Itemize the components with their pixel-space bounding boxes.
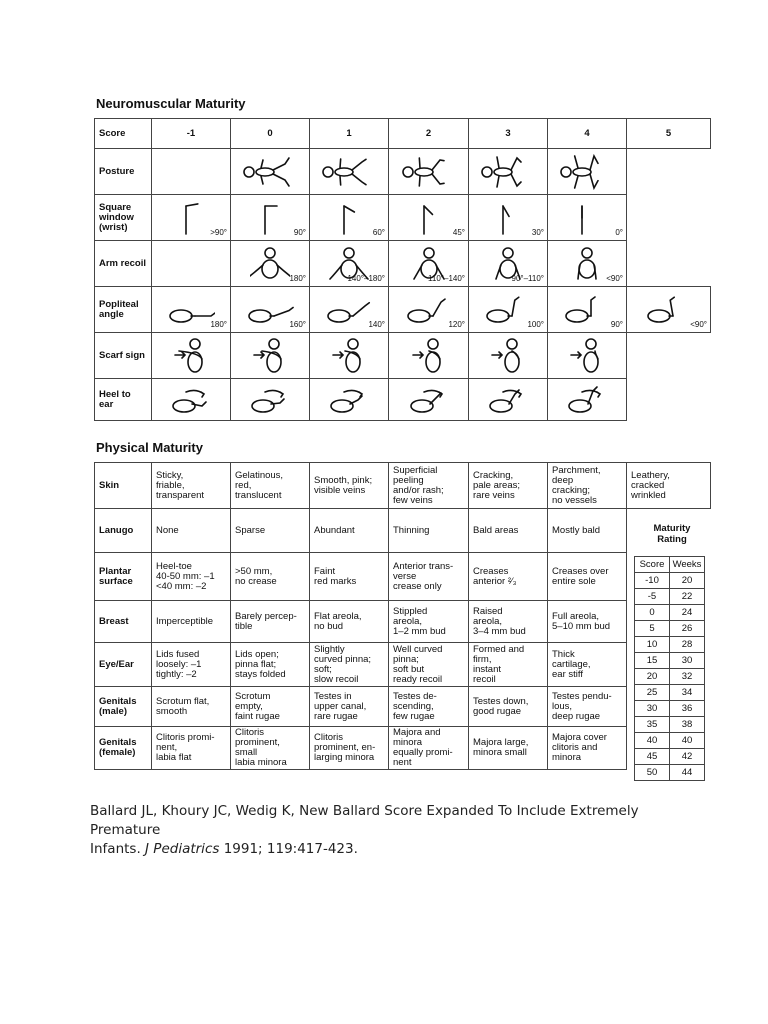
row-label: Popliteal angle xyxy=(95,287,152,333)
row-label: Lanugo xyxy=(95,509,152,553)
angle-label: 180° xyxy=(210,320,227,329)
posture-figure-icon xyxy=(239,154,301,190)
maturity-score: 30 xyxy=(635,701,670,717)
lanugo-cell: Sparse xyxy=(231,509,310,553)
citation-ref: 1991; 119:417-423. xyxy=(219,841,358,857)
maturity-weeks: 30 xyxy=(670,653,705,669)
citation xyxy=(90,802,730,859)
row-plantar-surface xyxy=(95,553,711,601)
genitals-male-cell: Testes de- scending, few rugae xyxy=(389,687,469,727)
maturity-row xyxy=(635,573,705,589)
maturity-score: -5 xyxy=(635,589,670,605)
scarf-sign-figure-icon xyxy=(486,337,530,375)
angle-label: 120° xyxy=(448,320,465,329)
scarf-sign-figure-icon xyxy=(327,337,371,375)
angle-label: 160° xyxy=(289,320,306,329)
popliteal-angle-cell xyxy=(231,287,310,333)
maturity-row xyxy=(635,653,705,669)
posture-figure-icon xyxy=(556,154,618,190)
angle-label: 30° xyxy=(531,228,544,237)
popliteal-angle-figure-icon xyxy=(645,294,693,326)
arm-recoil-cell xyxy=(152,241,231,287)
square-window-cell xyxy=(152,195,231,241)
breast-cell: Stippled areola, 1–2 mm bud xyxy=(389,601,469,643)
row-label: Heel to ear xyxy=(95,379,152,421)
row-lanugo xyxy=(95,509,711,553)
maturity-weeks: 26 xyxy=(670,621,705,637)
maturity-score: 40 xyxy=(635,733,670,749)
popliteal-angle-cell xyxy=(310,287,389,333)
plantar-surface-cell: Creases anterior ²⁄₃ xyxy=(469,553,548,601)
maturity-header-row xyxy=(635,557,705,573)
angle-label: 140°–180° xyxy=(347,274,385,283)
popliteal-angle-figure-icon xyxy=(167,294,215,326)
heel-to-ear-figure-icon xyxy=(247,384,293,416)
eye-ear-cell: Slightly curved pinna; soft; slow recoil xyxy=(310,643,389,687)
maturity-score: 5 xyxy=(635,621,670,637)
angle-label: >90° xyxy=(210,228,227,237)
breast-cell: Barely percep- tible xyxy=(231,601,310,643)
maturity-weeks: 34 xyxy=(670,685,705,701)
angle-label: 180° xyxy=(289,274,306,283)
row-label: Genitals (male) xyxy=(95,687,152,727)
heel-to-ear-figure-icon xyxy=(326,384,372,416)
maturity-rating-title: Maturity Rating xyxy=(653,523,691,545)
plantar-surface-cell: Anterior trans- verse crease only xyxy=(389,553,469,601)
scarf-sign-cell xyxy=(469,333,548,379)
square-window-cell xyxy=(469,195,548,241)
maturity-weeks: 28 xyxy=(670,637,705,653)
maturity-weeks: 42 xyxy=(670,749,705,765)
scarf-sign-figure-icon xyxy=(248,337,292,375)
maturity-weeks: 44 xyxy=(670,765,705,781)
arm-recoil-cell xyxy=(627,241,711,287)
row-label: Arm recoil xyxy=(95,241,152,287)
square-window-cell xyxy=(389,195,469,241)
genitals-female-cell: Majora cover clitoris and minora xyxy=(548,727,627,770)
heel-to-ear-figure-icon xyxy=(485,384,531,416)
maturity-rating-table xyxy=(634,556,705,781)
maturity-row xyxy=(635,765,705,781)
skin-cell: Parchment, deep cracking; no vessels xyxy=(548,463,627,509)
maturity-score: -10 xyxy=(635,573,670,589)
scarf-sign-cell xyxy=(548,333,627,379)
row-eye-ear xyxy=(95,643,711,687)
maturity-weeks: 32 xyxy=(670,669,705,685)
heel-to-ear-figure-icon xyxy=(564,384,610,416)
posture-figure-icon xyxy=(318,154,380,190)
heel-to-ear-cell xyxy=(152,379,231,421)
maturity-weeks: 24 xyxy=(670,605,705,621)
square-window-cell xyxy=(231,195,310,241)
square-window-figure-icon xyxy=(334,200,364,236)
posture-cell xyxy=(389,149,469,195)
genitals-female-cell: Clitoris prominent, en- larging minora xyxy=(310,727,389,770)
row-skin xyxy=(95,463,711,509)
maturity-score: 10 xyxy=(635,637,670,653)
heel-to-ear-cell xyxy=(231,379,310,421)
arm-recoil-cell xyxy=(231,241,310,287)
row-label: Plantar surface xyxy=(95,553,152,601)
arm-recoil-cell xyxy=(469,241,548,287)
angle-label: 0° xyxy=(615,228,623,237)
scarf-sign-cell xyxy=(389,333,469,379)
lanugo-cell: None xyxy=(152,509,231,553)
plantar-surface-cell: Faint red marks xyxy=(310,553,389,601)
maturity-weeks: 20 xyxy=(670,573,705,589)
maturity-score: 35 xyxy=(635,717,670,733)
neuromuscular-title: Neuromuscular Maturity xyxy=(96,96,246,111)
lanugo-cell: Abundant xyxy=(310,509,389,553)
genitals-male-cell: Scrotum flat, smooth xyxy=(152,687,231,727)
maturity-row xyxy=(635,605,705,621)
genitals-female-cell: Majora and minora equally promi- nent xyxy=(389,727,469,770)
popliteal-angle-figure-icon xyxy=(484,294,532,326)
eye-ear-cell: Formed and firm, instant recoil xyxy=(469,643,548,687)
maturity-row xyxy=(635,621,705,637)
row-label: Square window (wrist) xyxy=(95,195,152,241)
maturity-header: Score xyxy=(635,557,670,573)
genitals-female-cell: Clitoris promi- nent, labia flat xyxy=(152,727,231,770)
heel-to-ear-cell xyxy=(469,379,548,421)
maturity-header: Weeks xyxy=(670,557,705,573)
score-header: 0 xyxy=(231,119,310,149)
maturity-row xyxy=(635,685,705,701)
posture-cell xyxy=(152,149,231,195)
row-breast xyxy=(95,601,711,643)
journal-name: J Pediatrics xyxy=(145,841,220,857)
breast-cell: Flat areola, no bud xyxy=(310,601,389,643)
heel-to-ear-figure-icon xyxy=(168,384,214,416)
maturity-weeks: 22 xyxy=(670,589,705,605)
score-header: 2 xyxy=(389,119,469,149)
physical-title: Physical Maturity xyxy=(96,440,203,455)
maturity-score: 25 xyxy=(635,685,670,701)
row-label: Breast xyxy=(95,601,152,643)
angle-label: 90°–110° xyxy=(511,274,544,283)
popliteal-angle-cell xyxy=(469,287,548,333)
maturity-score: 20 xyxy=(635,669,670,685)
posture-cell xyxy=(548,149,627,195)
score-header-row xyxy=(95,119,711,149)
breast-cell: Full areola, 5–10 mm bud xyxy=(548,601,627,643)
plantar-surface-cell: >50 mm, no crease xyxy=(231,553,310,601)
row-arm-recoil xyxy=(95,241,711,287)
square-window-figure-icon xyxy=(572,200,602,236)
angle-label: 100° xyxy=(527,320,544,329)
genitals-female-cell: Clitoris prominent, small labia minora xyxy=(231,727,310,770)
row-popliteal-angle xyxy=(95,287,711,333)
popliteal-angle-figure-icon xyxy=(325,294,373,326)
row-posture xyxy=(95,149,711,195)
plantar-surface-cell: Heel-toe 40-50 mm: –1 <40 mm: –2 xyxy=(152,553,231,601)
square-window-cell xyxy=(310,195,389,241)
eye-ear-cell: Lids open; pinna flat; stays folded xyxy=(231,643,310,687)
maturity-weeks: 40 xyxy=(670,733,705,749)
popliteal-angle-figure-icon xyxy=(563,294,611,326)
maturity-row xyxy=(635,733,705,749)
score-header: 1 xyxy=(310,119,389,149)
popliteal-angle-cell xyxy=(152,287,231,333)
scarf-sign-cell xyxy=(231,333,310,379)
row-label: Genitals (female) xyxy=(95,727,152,770)
skin-cell: Sticky, friable, transparent xyxy=(152,463,231,509)
maturity-score: 15 xyxy=(635,653,670,669)
maturity-weeks: 38 xyxy=(670,717,705,733)
maturity-score: 50 xyxy=(635,765,670,781)
lanugo-cell: Mostly bald xyxy=(548,509,627,553)
maturity-row xyxy=(635,637,705,653)
heel-to-ear-cell xyxy=(389,379,469,421)
eye-ear-cell: Lids fused loosely: –1 tightly: –2 xyxy=(152,643,231,687)
breast-cell: Raised areola, 3–4 mm bud xyxy=(469,601,548,643)
angle-label: <90° xyxy=(690,320,707,329)
posture-cell xyxy=(469,149,548,195)
score-header: 3 xyxy=(469,119,548,149)
arm-recoil-figure-icon xyxy=(567,245,607,283)
row-label: Eye/Ear xyxy=(95,643,152,687)
genitals-female-cell: Majora large, minora small xyxy=(469,727,548,770)
row-genitals-male xyxy=(95,687,711,727)
row-label: Posture xyxy=(95,149,152,195)
angle-label: 90° xyxy=(610,320,623,329)
citation-line-3 xyxy=(90,840,730,859)
genitals-male-cell: Scrotum empty, faint rugae xyxy=(231,687,310,727)
square-window-figure-icon xyxy=(255,200,285,236)
lanugo-cell: Bald areas xyxy=(469,509,548,553)
score-header: 5 xyxy=(627,119,711,149)
maturity-score: 45 xyxy=(635,749,670,765)
heel-to-ear-figure-icon xyxy=(406,384,452,416)
posture-cell xyxy=(627,149,711,195)
square-window-figure-icon xyxy=(176,200,206,236)
maturity-row xyxy=(635,669,705,685)
citation-line-2: Premature xyxy=(90,822,161,838)
genitals-male-cell: Testes down, good rugae xyxy=(469,687,548,727)
row-square-window xyxy=(95,195,711,241)
lanugo-cell: Thinning xyxy=(389,509,469,553)
posture-cell xyxy=(310,149,389,195)
square-window-cell xyxy=(548,195,627,241)
row-genitals-female xyxy=(95,727,711,770)
eye-ear-cell: Well curved pinna; soft but ready recoil xyxy=(389,643,469,687)
scarf-sign-figure-icon xyxy=(565,337,609,375)
popliteal-angle-cell xyxy=(389,287,469,333)
maturity-row xyxy=(635,701,705,717)
scarf-sign-figure-icon xyxy=(407,337,451,375)
posture-cell xyxy=(231,149,310,195)
maturity-row xyxy=(635,749,705,765)
angle-label: 45° xyxy=(452,228,465,237)
posture-figure-icon xyxy=(398,154,460,190)
score-header: -1 xyxy=(152,119,231,149)
angle-label: <90° xyxy=(606,274,623,283)
physical-table xyxy=(94,462,711,770)
angle-label: 140° xyxy=(368,320,385,329)
skin-cell: Cracking, pale areas; rare veins xyxy=(469,463,548,509)
row-heel-to-ear xyxy=(95,379,711,421)
arm-recoil-figure-icon xyxy=(250,245,290,283)
popliteal-angle-cell xyxy=(627,287,711,333)
heel-to-ear-cell xyxy=(310,379,389,421)
angle-label: 90° xyxy=(293,228,306,237)
skin-cell: Superficial peeling and/or rash; few veins xyxy=(389,463,469,509)
neuromuscular-table xyxy=(94,118,711,421)
arm-recoil-cell xyxy=(310,241,389,287)
maturity-score: 0 xyxy=(635,605,670,621)
score-header: 4 xyxy=(548,119,627,149)
skin-cell: Smooth, pink; visible veins xyxy=(310,463,389,509)
square-window-figure-icon xyxy=(414,200,444,236)
genitals-male-cell: Testes in upper canal, rare rugae xyxy=(310,687,389,727)
angle-label: 60° xyxy=(372,228,385,237)
genitals-male-cell: Testes pendu- lous, deep rugae xyxy=(548,687,627,727)
skin-cell: Gelatinous, red, translucent xyxy=(231,463,310,509)
row-scarf-sign xyxy=(95,333,711,379)
arm-recoil-cell xyxy=(548,241,627,287)
popliteal-angle-cell xyxy=(548,287,627,333)
angle-label: 110°–140° xyxy=(428,274,465,283)
scarf-sign-cell xyxy=(152,333,231,379)
citation-line-1: Ballard JL, Khoury JC, Wedig K, New Ballard Score Expanded To Include Extremely xyxy=(90,803,639,819)
heel-to-ear-cell xyxy=(627,379,711,421)
popliteal-angle-figure-icon xyxy=(246,294,294,326)
popliteal-angle-figure-icon xyxy=(405,294,453,326)
row-label: Skin xyxy=(95,463,152,509)
eye-ear-cell: Thick cartilage, ear stiff xyxy=(548,643,627,687)
square-window-cell xyxy=(627,195,711,241)
maturity-row xyxy=(635,717,705,733)
score-label: Score xyxy=(95,119,152,149)
scarf-sign-figure-icon xyxy=(169,337,213,375)
scarf-sign-cell xyxy=(310,333,389,379)
posture-figure-icon xyxy=(477,154,539,190)
row-label: Scarf sign xyxy=(95,333,152,379)
skin-cell: Leathery, cracked wrinkled xyxy=(627,463,711,509)
maturity-row xyxy=(635,589,705,605)
breast-cell: Imperceptible xyxy=(152,601,231,643)
arm-recoil-cell xyxy=(389,241,469,287)
square-window-figure-icon xyxy=(493,200,523,236)
plantar-surface-cell: Creases over entire sole xyxy=(548,553,627,601)
heel-to-ear-cell xyxy=(548,379,627,421)
scarf-sign-cell xyxy=(627,333,711,379)
citation-text: Infants. xyxy=(90,841,146,857)
maturity-weeks: 36 xyxy=(670,701,705,717)
